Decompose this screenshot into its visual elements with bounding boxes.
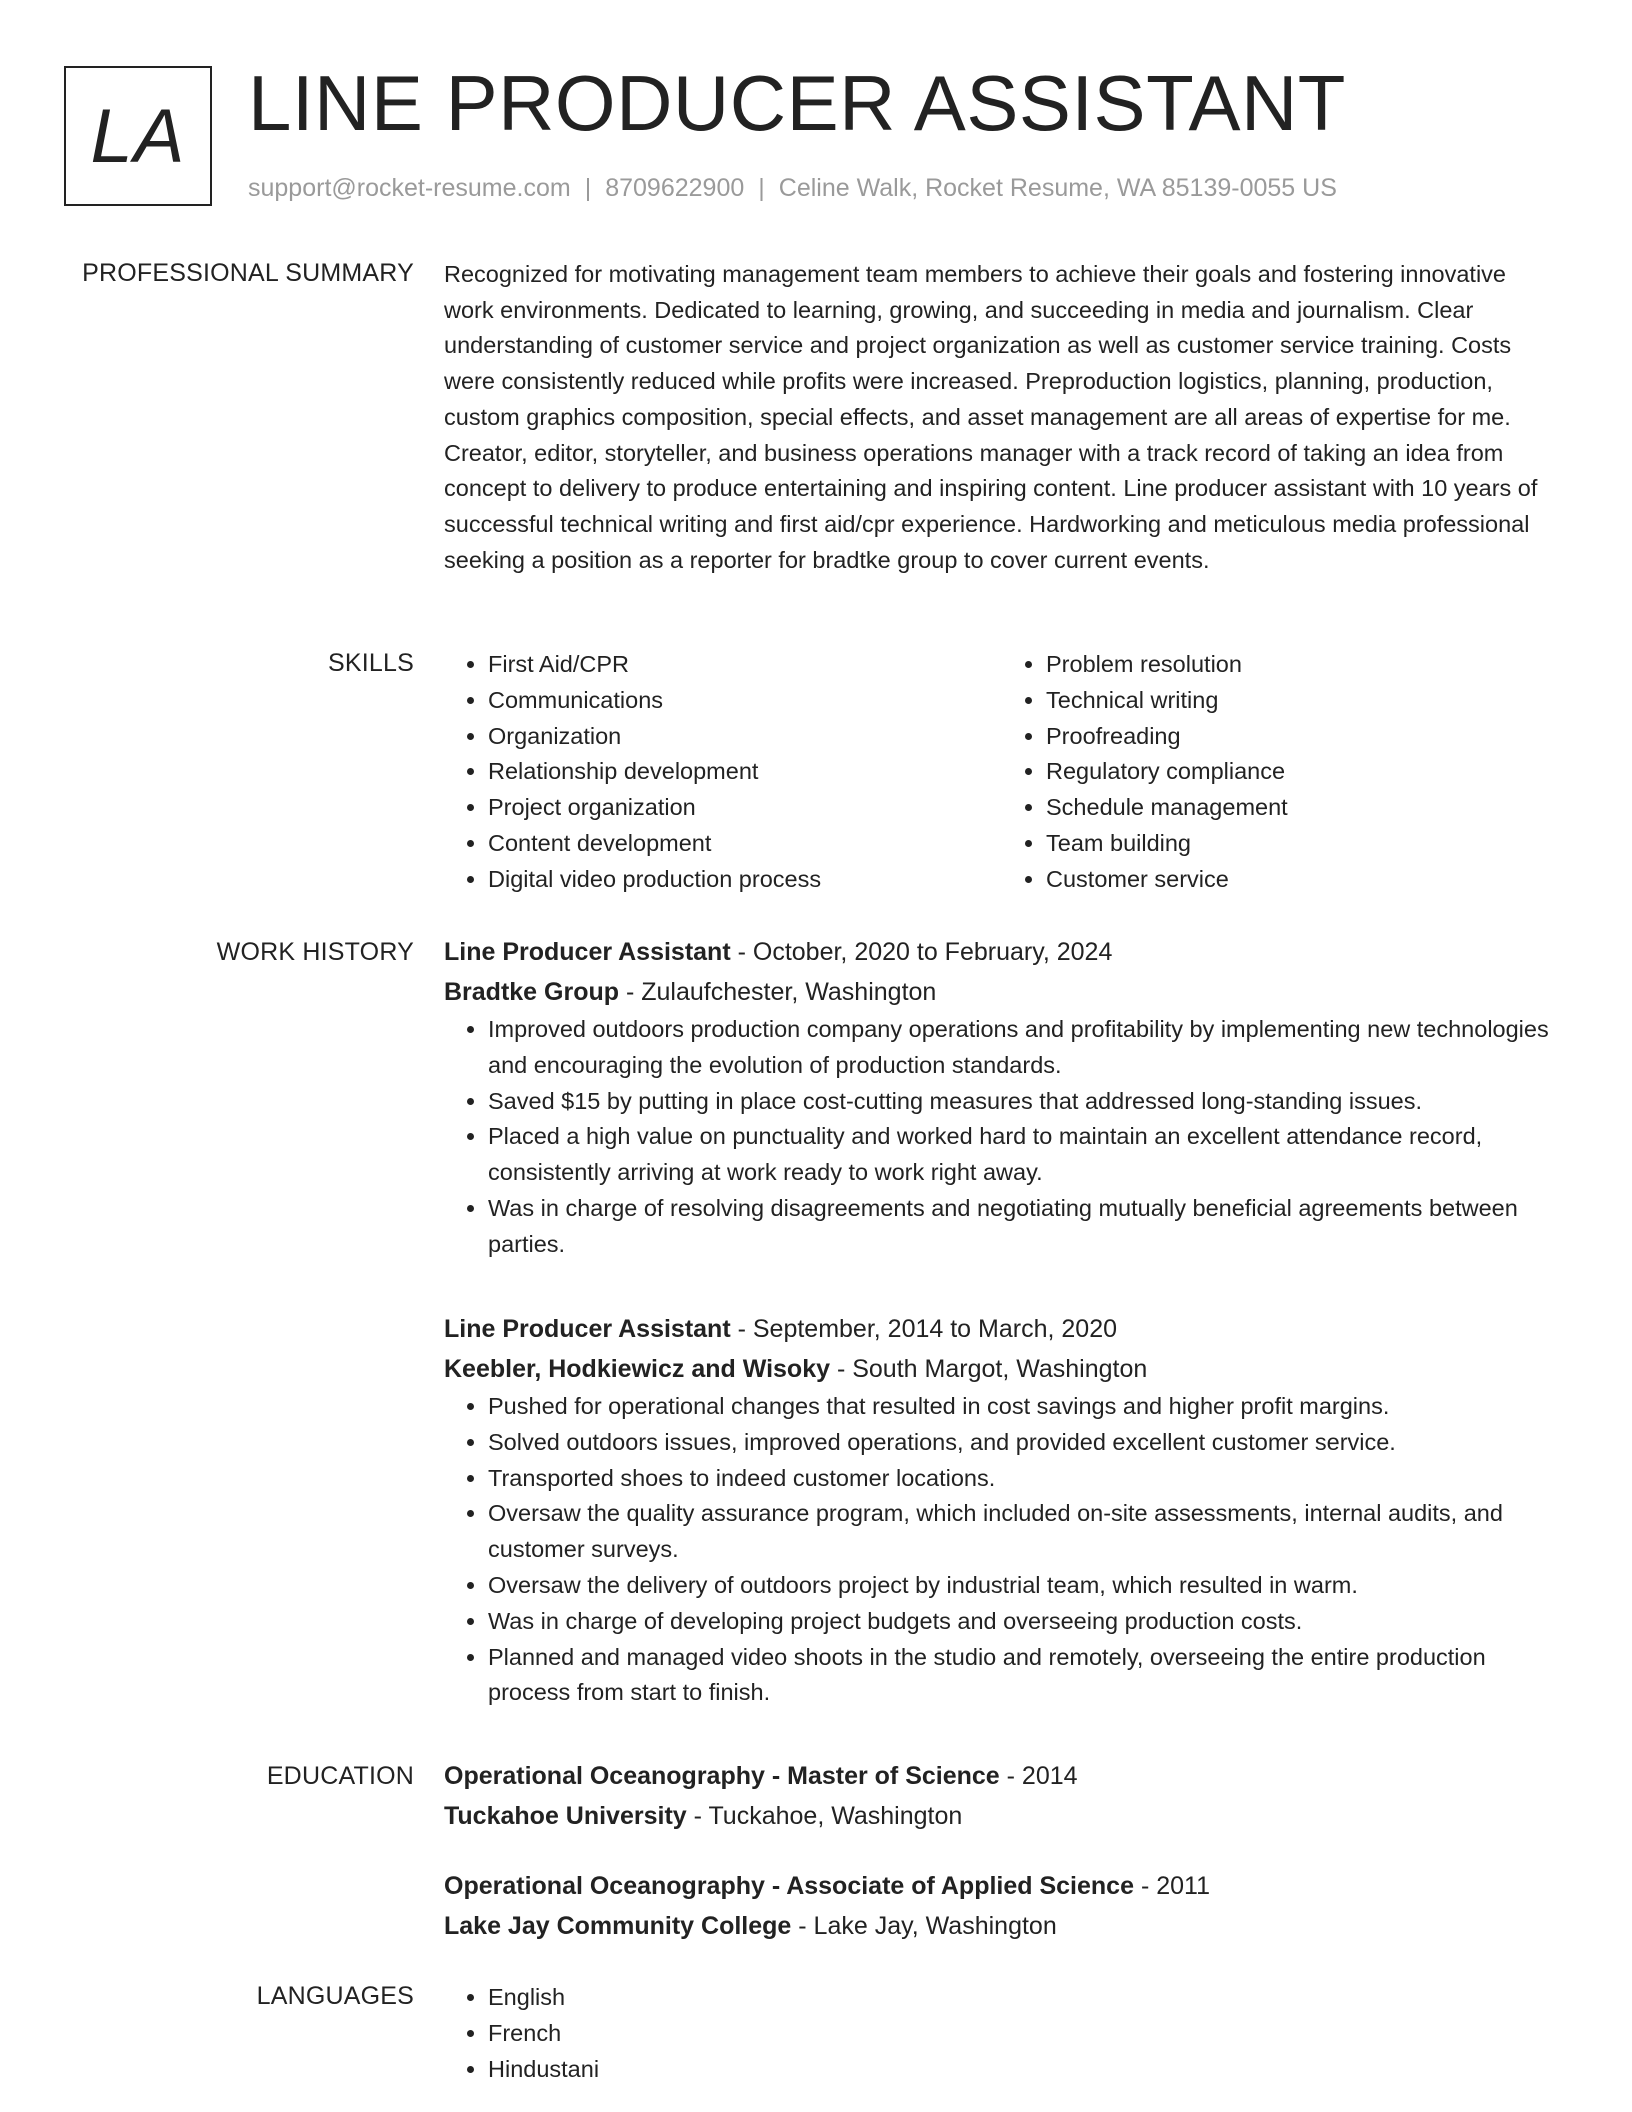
job-title: Line Producer Assistant — [444, 938, 731, 966]
skills-list-left — [444, 647, 1002, 898]
job-title-line — [444, 1309, 1560, 1349]
education-location: - Lake Jay, Washington — [791, 1912, 1057, 1940]
job-title: Line Producer Assistant — [444, 1315, 731, 1343]
job-bullet: • Was in charge of developing project budgets and overseeing production costs. — [488, 1604, 1560, 1640]
skill-item: • Customer service — [1046, 862, 1560, 898]
skill-item: • Relationship development — [488, 754, 1002, 790]
section-label-education: EDUCATION — [266, 1762, 414, 1790]
job-bullet: • Solved outdoors issues, improved operations, and provided excellent customer service. — [488, 1425, 1560, 1461]
contact-address: Celine Walk, Rocket Resume, WA 85139-0055 US — [778, 174, 1337, 202]
job-location: - Zulaufchester, Washington — [619, 978, 937, 1006]
job-bullets — [444, 1012, 1560, 1263]
job-company-line — [444, 972, 1560, 1012]
education-school: Lake Jay Community College — [444, 1912, 792, 1940]
education-school-line — [444, 1796, 1560, 1836]
languages-list — [444, 1980, 1560, 2087]
job-location: - South Margot, Washington — [830, 1355, 1148, 1383]
section-label-summary: PROFESSIONAL SUMMARY — [82, 259, 414, 287]
education-school: Tuckahoe University — [444, 1802, 687, 1830]
job-entry — [444, 932, 1560, 1263]
education-year: - 2011 — [1134, 1872, 1210, 1900]
education-degree-line — [444, 1756, 1560, 1796]
skill-item: • Digital video production process — [488, 862, 1002, 898]
job-title-line — [444, 932, 1560, 972]
section-label-skills: SKILLS — [328, 649, 414, 677]
monogram-badge — [64, 66, 212, 206]
job-company: Bradtke Group — [444, 978, 620, 1006]
section-label-work: WORK HISTORY — [216, 938, 414, 966]
education-degree: Operational Oceanography - Associate of Applied Science — [444, 1872, 1134, 1900]
job-company-line — [444, 1349, 1560, 1389]
education-year: - 2014 — [999, 1762, 1078, 1790]
monogram-initials: LA — [90, 93, 186, 179]
skill-item: • Technical writing — [1046, 683, 1560, 719]
contact-phone: 8709622900 — [605, 174, 745, 202]
language-item: • French — [488, 2016, 1560, 2052]
job-bullet: • Oversaw the quality assurance program, which included on-site assessments, internal audits, and customer surveys. — [488, 1496, 1560, 1568]
education-location: - Tuckahoe, Washington — [686, 1802, 963, 1830]
contact-email: support@rocket-resume.com — [248, 174, 571, 202]
skill-item: • Organization — [488, 719, 1002, 755]
job-bullet: • Improved outdoors production company operations and profitability by implementing new technologies and encouraging the evolution of production standards. — [488, 1012, 1560, 1084]
skill-item: • Proofreading — [1046, 719, 1560, 755]
contact-separator: | — [758, 174, 765, 202]
job-dates: - September, 2014 to March, 2020 — [730, 1315, 1117, 1343]
resume-title: LINE PRODUCER ASSISTANT — [248, 59, 1346, 147]
section-label-languages: LANGUAGES — [256, 1982, 414, 2010]
job-bullet: • Planned and managed video shoots in the studio and remotely, overseeing the entire production process from start to finish. — [488, 1640, 1560, 1712]
skill-item: • Regulatory compliance — [1046, 754, 1560, 790]
job-bullet: • Saved $15 by putting in place cost-cutting measures that addressed long-standing issues. — [488, 1084, 1560, 1120]
skill-item: • Problem resolution — [1046, 647, 1560, 683]
skill-item: • Communications — [488, 683, 1002, 719]
skill-item: • First Aid/CPR — [488, 647, 1002, 683]
job-bullet: • Pushed for operational changes that resulted in cost savings and higher profit margins. — [488, 1389, 1560, 1425]
education-entry — [444, 1866, 1560, 1946]
job-bullet: • Oversaw the delivery of outdoors project by industrial team, which resulted in warm. — [488, 1568, 1560, 1604]
job-dates: - October, 2020 to February, 2024 — [730, 938, 1113, 966]
contact-separator: | — [584, 174, 592, 202]
job-company: Keebler, Hodkiewicz and Wisoky — [444, 1355, 831, 1383]
job-bullet: • Was in charge of resolving disagreements and negotiating mutually beneficial agreements between parties. — [488, 1191, 1560, 1263]
skill-item: • Schedule management — [1046, 790, 1560, 826]
language-item: • Hindustani — [488, 2052, 1560, 2088]
skills-list-right — [1002, 647, 1560, 898]
education-school-line — [444, 1906, 1560, 1946]
summary-text: Recognized for motivating management team members to achieve their goals and fostering innovative work environments. Dedicated to learning, growing, and succeeding in media and journalism. Clear understanding of customer service and project organization as well as customer service training. Costs were consistently reduced while profits were increased. Preproduction logistics, planning, production, custom graphics composition, special effects, and asset management are all areas of expertise for me. Creator, editor, storyteller, and business operations manager with a track record of taking an idea from concept to delivery to produce entertaining and inspiring content. Line producer assistant with 10 years of successful technical writing and first aid/cpr experience. Hardworking and meticulous media professional seeking a position as a reporter for bradtke group to cover current events. — [444, 261, 1538, 573]
skill-item: • Content development — [488, 826, 1002, 862]
job-bullets — [444, 1389, 1560, 1711]
skill-item: • Project organization — [488, 790, 1002, 826]
education-entry — [444, 1756, 1560, 1836]
skill-item: • Team building — [1046, 826, 1560, 862]
job-bullet: • Placed a high value on punctuality and worked hard to maintain an excellent attendance record, consistently arriving at work ready to work right away. — [488, 1119, 1560, 1191]
education-degree: Operational Oceanography - Master of Science — [444, 1762, 1000, 1790]
job-bullet: • Transported shoes to indeed customer locations. — [488, 1461, 1560, 1497]
job-entry — [444, 1309, 1560, 1711]
contact-line — [248, 174, 1337, 203]
language-item: • English — [488, 1980, 1560, 2016]
education-degree-line — [444, 1866, 1560, 1906]
